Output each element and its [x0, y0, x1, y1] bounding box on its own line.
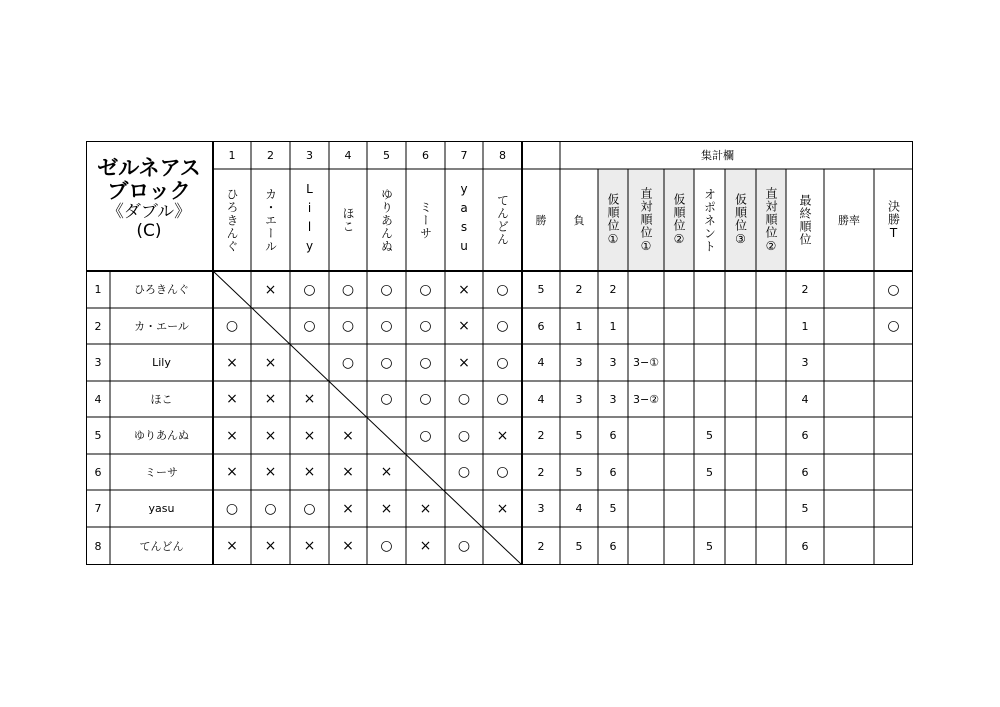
player-column-header: ほこ — [341, 207, 355, 233]
match-result: ○ — [225, 500, 239, 517]
row-wins: 4 — [537, 356, 545, 369]
row-rate — [824, 454, 874, 490]
row-tr1: 2 — [609, 283, 617, 296]
match-result: × — [496, 500, 509, 517]
match-result: ○ — [264, 500, 277, 517]
row-finals — [874, 417, 913, 454]
match-result: × — [264, 464, 277, 480]
match-result: ○ — [457, 464, 471, 480]
match-result: ○ — [303, 500, 316, 517]
row-final: 4 — [801, 392, 809, 406]
row-h2h1 — [628, 308, 664, 344]
match-result: ○ — [496, 391, 509, 407]
player-column-header: ミーサ — [418, 200, 433, 240]
row-tr2 — [664, 381, 694, 417]
match-result: ○ — [341, 281, 355, 298]
match-result: × — [419, 500, 432, 517]
row-player-name: カ・エール — [134, 319, 189, 333]
stat-header-win-rate: 勝率 — [838, 213, 860, 227]
row-final: 6 — [801, 465, 809, 479]
row-wins: 2 — [537, 429, 545, 442]
row-opp: 5 — [706, 465, 713, 479]
row-final: 3 — [801, 356, 809, 369]
match-result — [445, 490, 483, 527]
row-h2h1 — [628, 417, 664, 454]
row-losses: 4 — [575, 502, 583, 515]
match-result: × — [264, 281, 277, 298]
row-h2h1 — [628, 527, 664, 565]
league-table — [86, 141, 913, 565]
row-tr2 — [664, 308, 694, 344]
stat-header-final-rank: 最終順位 — [798, 194, 812, 246]
row-player-name: Lily — [152, 356, 171, 369]
stat-header-tentative-rank-3: 仮順位③ — [733, 193, 748, 247]
match-result: ○ — [341, 318, 355, 334]
row-h2h1: 3−② — [632, 392, 660, 406]
row-rate — [824, 381, 874, 417]
stat-header-wins: 勝 — [535, 213, 547, 227]
row-opp — [694, 381, 725, 417]
row-tr2 — [664, 417, 694, 454]
opponent-number: 2 — [267, 148, 274, 162]
row-opp: 5 — [706, 539, 713, 553]
match-result: × — [496, 427, 509, 444]
row-opp — [694, 271, 725, 308]
row-tr3 — [725, 344, 756, 381]
row-finals — [874, 454, 913, 490]
row-h2h1 — [628, 490, 664, 527]
row-rate — [824, 308, 874, 344]
match-result: ○ — [496, 318, 509, 334]
row-h2h1 — [628, 271, 664, 308]
match-result: × — [342, 500, 354, 517]
row-losses: 2 — [575, 283, 583, 296]
match-result: × — [342, 464, 354, 480]
row-tr1: 6 — [609, 539, 617, 553]
row-tr2 — [664, 490, 694, 527]
row-player-name: ほこ — [150, 392, 173, 406]
match-result: × — [342, 538, 354, 554]
match-result: ○ — [380, 318, 393, 334]
stat-header-tentative-rank-2: 仮順位② — [672, 193, 686, 247]
player-column-header: てんどん — [495, 194, 510, 246]
row-opp: 5 — [706, 429, 713, 442]
match-result: × — [303, 464, 316, 480]
match-result: × — [226, 391, 238, 407]
stat-header-losses: 負 — [573, 213, 585, 227]
row-tr2 — [664, 454, 694, 490]
row-final: 1 — [801, 319, 809, 333]
row-losses: 3 — [575, 356, 583, 369]
player-column-header: ゆりあんぬ — [379, 187, 394, 253]
match-result: × — [264, 538, 277, 554]
match-result — [483, 527, 522, 565]
match-result: × — [380, 464, 393, 480]
row-number: 1 — [94, 283, 102, 296]
player-column-header: Lily — [302, 182, 317, 258]
row-h2h1 — [628, 454, 664, 490]
row-player-name: ゆりあんぬ — [134, 429, 189, 442]
row-h2h2 — [756, 381, 786, 417]
row-losses: 5 — [575, 465, 583, 479]
row-opp — [694, 490, 725, 527]
match-result: × — [226, 464, 238, 480]
row-final: 5 — [801, 502, 809, 515]
row-rate — [824, 271, 874, 308]
row-tr3 — [725, 490, 756, 527]
match-result: ○ — [341, 354, 355, 371]
row-tr1: 6 — [609, 429, 617, 442]
match-result: × — [458, 318, 470, 334]
match-result: ○ — [419, 391, 432, 407]
match-result — [251, 308, 290, 344]
stat-header-head-to-head-2: 直対順位② — [764, 186, 778, 254]
match-result: ○ — [380, 354, 393, 371]
row-tr3 — [725, 527, 756, 565]
match-result: ○ — [457, 538, 471, 554]
row-finals — [874, 490, 913, 527]
row-number: 4 — [94, 392, 102, 406]
match-result: × — [226, 538, 238, 554]
match-result: × — [264, 354, 277, 371]
row-player-name: yasu — [148, 502, 175, 515]
player-column-header: カ・エール — [263, 187, 278, 253]
row-finals: ○ — [887, 318, 900, 334]
row-number: 3 — [94, 356, 102, 369]
match-result: ○ — [419, 354, 432, 371]
row-player-name: てんどん — [139, 539, 184, 553]
player-column-header: yasu — [457, 182, 471, 258]
row-h2h2 — [756, 490, 786, 527]
row-tr3 — [725, 454, 756, 490]
row-tr2 — [664, 527, 694, 565]
row-final: 2 — [801, 283, 809, 296]
match-result: ○ — [496, 281, 509, 298]
row-opp — [694, 308, 725, 344]
row-tr2 — [664, 344, 694, 381]
row-final: 6 — [801, 539, 809, 553]
row-tr2 — [664, 271, 694, 308]
block-title — [86, 157, 212, 241]
match-result: × — [303, 391, 316, 407]
row-h2h1: 3−① — [632, 356, 660, 369]
row-player-name: ミーサ — [145, 465, 178, 479]
row-wins: 6 — [537, 319, 545, 333]
row-rate — [824, 344, 874, 381]
match-result — [290, 344, 329, 381]
match-result: × — [380, 500, 393, 517]
match-result — [367, 417, 406, 454]
row-wins: 5 — [537, 283, 545, 296]
row-tr3 — [725, 381, 756, 417]
match-result — [406, 454, 445, 490]
match-result: ○ — [496, 464, 509, 480]
match-result: × — [342, 427, 354, 444]
row-wins: 4 — [537, 392, 545, 406]
row-losses: 1 — [575, 319, 583, 333]
row-wins: 2 — [537, 465, 545, 479]
row-h2h2 — [756, 344, 786, 381]
row-finals: ○ — [887, 281, 900, 298]
opponent-number: 3 — [306, 148, 313, 162]
row-tr1: 3 — [609, 356, 617, 369]
match-result: × — [458, 281, 470, 298]
stat-header-tentative-rank-1: 仮順位① — [606, 193, 620, 247]
row-h2h2 — [756, 527, 786, 565]
row-rate — [824, 490, 874, 527]
row-finals — [874, 527, 913, 565]
match-result: ○ — [419, 318, 432, 334]
row-tr1: 3 — [609, 392, 617, 406]
row-h2h2 — [756, 417, 786, 454]
stat-header-opponent: オポネント — [702, 187, 717, 253]
match-result: ○ — [380, 281, 393, 298]
title-line-4: (C) — [136, 220, 162, 241]
stat-header-head-to-head-1: 直対順位① — [639, 186, 653, 254]
match-result: × — [458, 354, 470, 371]
row-finals — [874, 344, 913, 381]
title-line-1: ゼルネアス — [97, 156, 201, 180]
match-result: ○ — [419, 427, 432, 444]
match-result — [213, 271, 251, 308]
match-result: ○ — [380, 538, 393, 554]
row-rate — [824, 417, 874, 454]
row-wins: 2 — [537, 539, 545, 553]
opponent-number: 5 — [383, 148, 390, 162]
row-h2h2 — [756, 454, 786, 490]
row-h2h2 — [756, 308, 786, 344]
summary-header: 集計欄 — [701, 148, 734, 162]
match-result: ○ — [419, 281, 432, 298]
row-tr3 — [725, 308, 756, 344]
row-losses: 3 — [575, 392, 583, 406]
match-result: ○ — [457, 391, 471, 407]
match-result: ○ — [303, 318, 316, 334]
match-result: ○ — [225, 318, 239, 334]
opponent-number: 1 — [228, 148, 236, 162]
match-result: ○ — [380, 391, 393, 407]
match-result: × — [264, 427, 277, 444]
match-result: × — [419, 538, 432, 554]
match-result: ○ — [496, 354, 509, 371]
row-tr1: 1 — [609, 319, 617, 333]
row-number: 7 — [94, 502, 102, 515]
opponent-number: 4 — [344, 148, 352, 162]
row-wins: 3 — [537, 502, 545, 515]
row-number: 5 — [94, 429, 102, 442]
stat-header-finals: 決勝T — [886, 199, 901, 241]
row-tr3 — [725, 417, 756, 454]
row-number: 6 — [94, 465, 102, 479]
match-result — [329, 381, 367, 417]
opponent-number: 8 — [499, 148, 506, 162]
row-h2h2 — [756, 271, 786, 308]
player-column-header: ひろきんぐ — [225, 187, 239, 253]
row-rate — [824, 527, 874, 565]
row-finals — [874, 381, 913, 417]
opponent-number: 6 — [422, 148, 429, 162]
title-line-2: ブロック — [107, 179, 191, 204]
match-result: × — [226, 354, 238, 371]
row-tr3 — [725, 271, 756, 308]
row-number: 2 — [94, 319, 102, 333]
match-result: ○ — [303, 281, 316, 298]
row-number: 8 — [94, 539, 102, 553]
match-result: ○ — [457, 427, 471, 444]
opponent-number: 7 — [460, 148, 468, 162]
row-losses: 5 — [575, 539, 583, 553]
title-line-3: 《ダブル》 — [106, 202, 192, 223]
match-result: × — [303, 538, 316, 554]
match-result: × — [264, 391, 277, 407]
row-opp — [694, 344, 725, 381]
match-result: × — [303, 427, 316, 444]
row-tr1: 5 — [609, 502, 617, 515]
match-result: × — [226, 427, 238, 444]
row-final: 6 — [801, 429, 809, 442]
row-tr1: 6 — [609, 465, 617, 479]
row-player-name: ひろきんぐ — [134, 283, 189, 296]
row-losses: 5 — [575, 429, 583, 442]
